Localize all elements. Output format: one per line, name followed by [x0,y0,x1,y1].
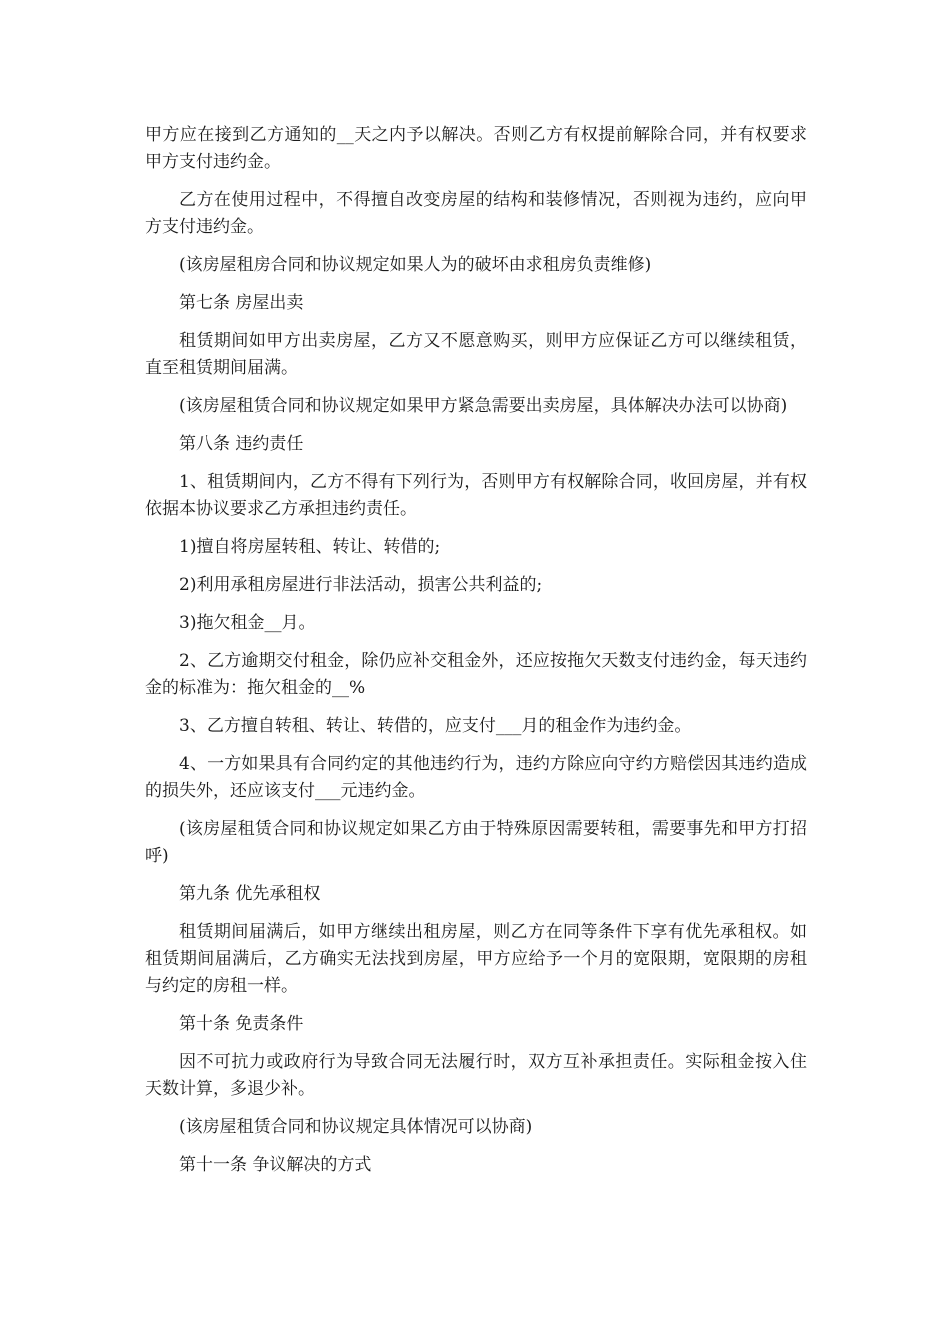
paragraph-breach-1-item-3: 3)拖欠租金__月。 [179,613,316,633]
paragraph-breach-1-item-1: 1)擅自将房屋转租、转让、转借的; [179,537,441,557]
note-sublet: (该房屋租赁合同和协议规定如果乙方由于特殊原因需要转租，需要事先和甲方打招呼) [145,819,807,866]
note-urgent-sale: (该房屋租赁合同和协议规定如果甲方紧急需要出卖房屋，具体解决办法可以协商) [179,396,788,416]
article-7-heading: 第七条 房屋出卖 [179,293,304,313]
paragraph-no-alteration: 乙方在使用过程中，不得擅自改变房屋的结构和装修情况，否则视为违约，应向甲方支付违约金。 [145,190,807,237]
paragraph-breach-1: 1、租赁期间内，乙方不得有下列行为，否则甲方有权解除合同，收回房屋，并有权依据本协议要求乙方承担违约责任。 [145,472,807,519]
article-9-heading: 第九条 优先承租权 [179,884,321,904]
article-8-heading: 第八条 违约责任 [179,434,304,454]
article-10-heading: 第十条 免责条件 [179,1014,304,1034]
article-11-heading: 第十一条 争议解决的方式 [179,1155,372,1175]
paragraph-breach-3: 3、乙方擅自转租、转让、转借的，应支付___月的租金作为违约金。 [179,716,692,736]
paragraph-priority-lease: 租赁期间届满后，如甲方继续出租房屋，则乙方在同等条件下享有优先承租权。如租赁期间届满后，乙方确实无法找到房屋，甲方应给予一个月的宽限期，宽限期的房租与约定的房租一样。 [145,922,807,996]
paragraph-breach-4: 4、一方如果具有合同约定的其他违约行为，违约方除应向守约方赔偿因其违约造成的损失外，还应该支付___元违约金。 [145,754,807,801]
document-body [145,122,807,1190]
paragraph-repair-notice: 甲方应在接到乙方通知的__天之内予以解决。否则乙方有权提前解除合同，并有权要求甲方支付违约金。 [145,125,807,172]
paragraph-breach-2: 2、乙方逾期交付租金，除仍应补交租金外，还应按拖欠天数支付违约金，每天违约金的标准为：拖欠租金的__% [145,651,807,698]
paragraph-house-sale: 租赁期间如甲方出卖房屋，乙方又不愿意购买，则甲方应保证乙方可以继续租赁，直至租赁期间届满。 [145,331,807,378]
note-damage-repair: (该房屋租房合同和协议规定如果人为的破坏由求租房负责维修) [179,255,652,275]
paragraph-force-majeure: 因不可抗力或政府行为导致合同无法履行时，双方互补承担责任。实际租金按入住天数计算，多退少补。 [145,1052,807,1099]
paragraph-breach-1-item-2: 2)利用承租房屋进行非法活动，损害公共利益的; [179,575,543,595]
note-negotiation: (该房屋租赁合同和协议规定具体情况可以协商) [179,1117,533,1137]
